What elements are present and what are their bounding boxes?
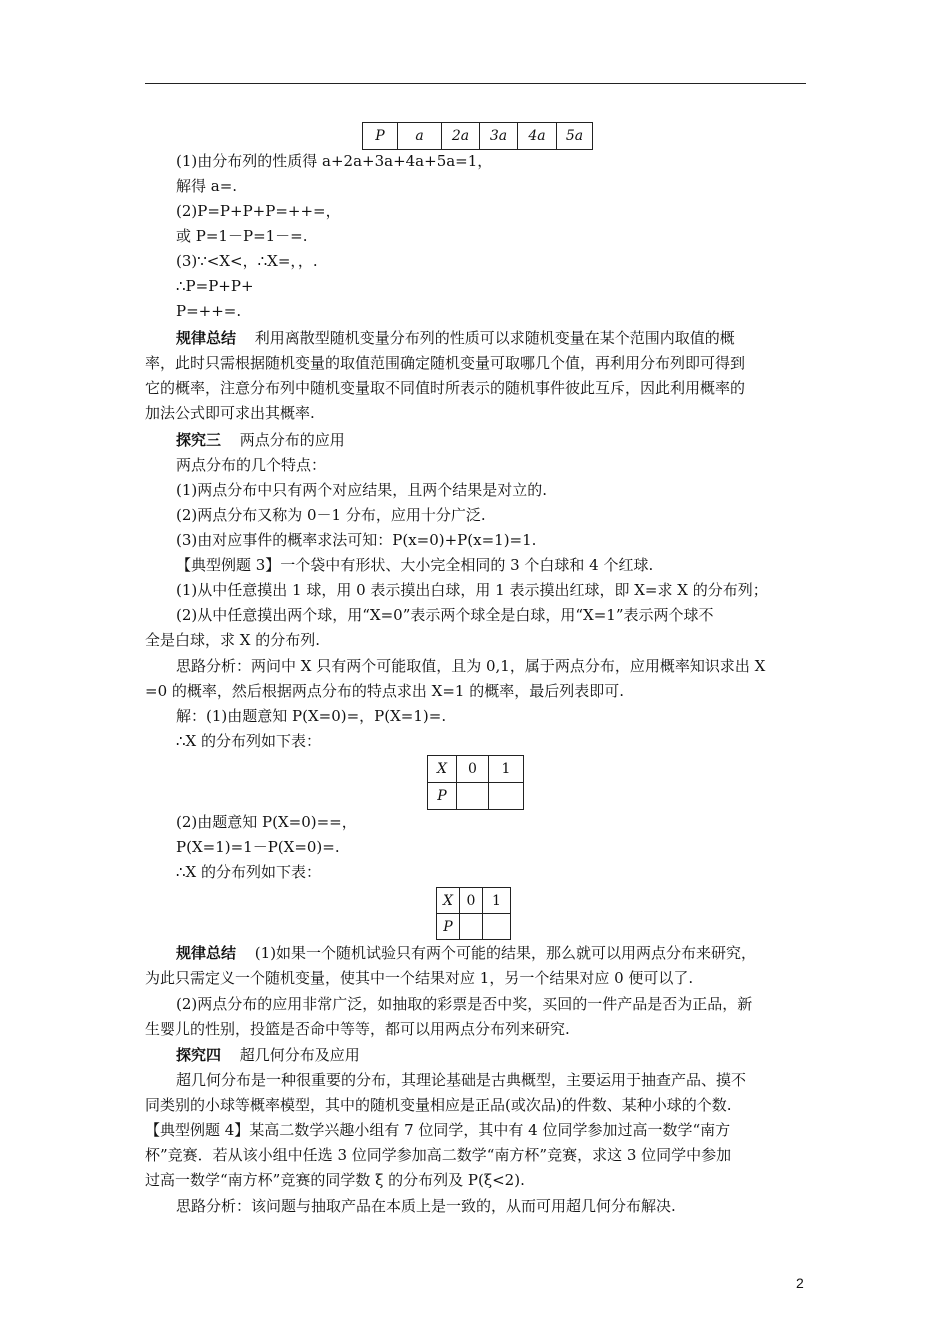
table-cell: 1 bbox=[483, 888, 511, 914]
solution-line: (2)P=P+P+P=++=， bbox=[176, 202, 341, 220]
table-cell bbox=[457, 783, 489, 810]
table-cell: 1 bbox=[489, 756, 524, 783]
text-line: 两点分布的几个特点： bbox=[176, 456, 327, 474]
text-line: (1)两点分布中只有两个对应结果，且两个结果是对立的. bbox=[176, 481, 548, 499]
summary-text: 它的概率，注意分布列中随机变量取不同值时所表示的随机事件彼此互斥，因此利用概率的 bbox=[145, 379, 746, 397]
table-cell: P bbox=[428, 783, 457, 810]
section-label: 探究三 bbox=[176, 431, 222, 449]
text-line: (2)由题意知 P(X=0)==， bbox=[176, 813, 357, 831]
solution-line: ∴P=P+P+ bbox=[176, 277, 254, 295]
table-cell: P bbox=[437, 914, 460, 940]
section-heading bbox=[176, 1045, 360, 1065]
text-line: ∴X 的分布列如下表： bbox=[176, 863, 321, 881]
table-cell: 2a bbox=[442, 123, 480, 150]
text-line: ∴X 的分布列如下表： bbox=[176, 732, 321, 750]
text-line: =0 的概率，然后根据两点分布的特点求出 X=1 的概率，最后列表即可. bbox=[145, 682, 624, 700]
table-cell: P bbox=[363, 123, 398, 150]
section-title: 两点分布的应用 bbox=[239, 431, 345, 449]
distribution-table-a bbox=[362, 122, 593, 150]
summary-text: 率，此时只需根据随机变量的取值范围确定随机变量可取哪几个值，再利用分布列即可得到 bbox=[145, 354, 746, 372]
page-number: 2 bbox=[796, 1275, 804, 1291]
text-line: 过高一数学“南方杯”竞赛的同学数 ξ 的分布列及 P(ξ<2). bbox=[145, 1171, 525, 1189]
table-cell bbox=[460, 914, 483, 940]
summary-text: 加法公式即可求出其概率. bbox=[145, 404, 315, 422]
text-line: 超几何分布是一种很重要的分布，其理论基础是古典概型，主要运用于抽查产品、摸不 bbox=[176, 1071, 747, 1089]
text-line: (1)从中任意摸出 1 球，用 0 表示摸出白球，用 1 表示摸出红球，即 X=求 X 的分布列； bbox=[176, 581, 768, 599]
table-cell: a bbox=[398, 123, 442, 150]
text-line: (3)由对应事件的概率求法可知：P(x=0)+P(x=1)=1. bbox=[176, 531, 537, 549]
text-line: 同类别的小球等概率模型，其中的随机变量相应是正品(或次品)的件数、某种小球的个数. bbox=[145, 1096, 732, 1114]
section-title: 超几何分布及应用 bbox=[239, 1046, 360, 1064]
text-line: 思路分析：两问中 X 只有两个可能取值，且为 0,1，属于两点分布，应用概率知识求出 X bbox=[176, 657, 766, 675]
summary-text: 生婴儿的性别，投篮是否命中等等，都可以用两点分布列来研究. bbox=[145, 1020, 570, 1038]
text-line: 解：(1)由题意知 P(X=0)=，P(X=1)=. bbox=[176, 707, 447, 725]
table-cell: 3a bbox=[480, 123, 518, 150]
summary-text: 利用离散型随机变量分布列的性质可以求随机变量在某个范围内取值的概 bbox=[254, 329, 735, 347]
table-cell: X bbox=[428, 756, 457, 783]
text-line: 全是白球，求 X 的分布列. bbox=[145, 631, 320, 649]
example-title: 【典型例题 4】某高二数学兴趣小组有 7 位同学，其中有 4 位同学参加过高一数学“南方 bbox=[145, 1121, 731, 1139]
example-title: 【典型例题 3】一个袋中有形状、大小完全相同的 3 个白球和 4 个红球. bbox=[176, 556, 654, 574]
table-cell bbox=[483, 914, 511, 940]
table-cell bbox=[489, 783, 524, 810]
solution-line: P=++=. bbox=[176, 302, 242, 320]
summary-title: 规律总结 bbox=[176, 944, 237, 962]
summary-text: 为此只需定义一个随机变量，使其中一个结果对应 1，另一个结果对应 0 便可以了. bbox=[145, 969, 694, 987]
summary-text: (1)如果一个随机试验只有两个可能的结果，那么就可以用两点分布来研究， bbox=[254, 944, 757, 962]
solution-line: (1)由分布列的性质得 a+2a+3a+4a+5a=1， bbox=[176, 152, 493, 170]
solution-line: (3)∵<X<，∴X=，，. bbox=[176, 252, 318, 270]
text-line: 杯”竞赛．若从该小组中任选 3 位同学参加高二数学“南方杯”竞赛，求这 3 位同学中参加 bbox=[145, 1146, 732, 1164]
table-cell: 0 bbox=[460, 888, 483, 914]
section-heading bbox=[176, 430, 345, 450]
table-cell: 5a bbox=[557, 123, 593, 150]
table-cell: 4a bbox=[518, 123, 557, 150]
table-cell: 0 bbox=[457, 756, 489, 783]
text-line: P(X=1)=1－P(X=0)=. bbox=[176, 838, 340, 856]
text-line: (2)从中任意摸出两个球，用“X=0”表示两个球全是白球，用“X=1”表示两个球不 bbox=[176, 606, 714, 624]
solution-line: 或 P=1－P=1－=. bbox=[176, 227, 308, 245]
section-label: 探究四 bbox=[176, 1046, 222, 1064]
distribution-table-c bbox=[436, 887, 511, 940]
distribution-table-b bbox=[427, 755, 524, 810]
summary-paragraph bbox=[176, 328, 735, 348]
summary-text: (2)两点分布的应用非常广泛，如抽取的彩票是否中奖，买回的一件产品是否为正品，新 bbox=[176, 995, 753, 1013]
text-line: (2)两点分布又称为 0－1 分布，应用十分广泛. bbox=[176, 506, 486, 524]
table-cell: X bbox=[437, 888, 460, 914]
solution-line: 解得 a=. bbox=[176, 177, 238, 195]
summary-title: 规律总结 bbox=[176, 329, 237, 347]
summary-paragraph bbox=[176, 943, 756, 963]
text-line: 思路分析：该问题与抽取产品在本质上是一致的，从而可用超几何分布解决. bbox=[176, 1197, 676, 1215]
header-rule bbox=[145, 83, 806, 84]
